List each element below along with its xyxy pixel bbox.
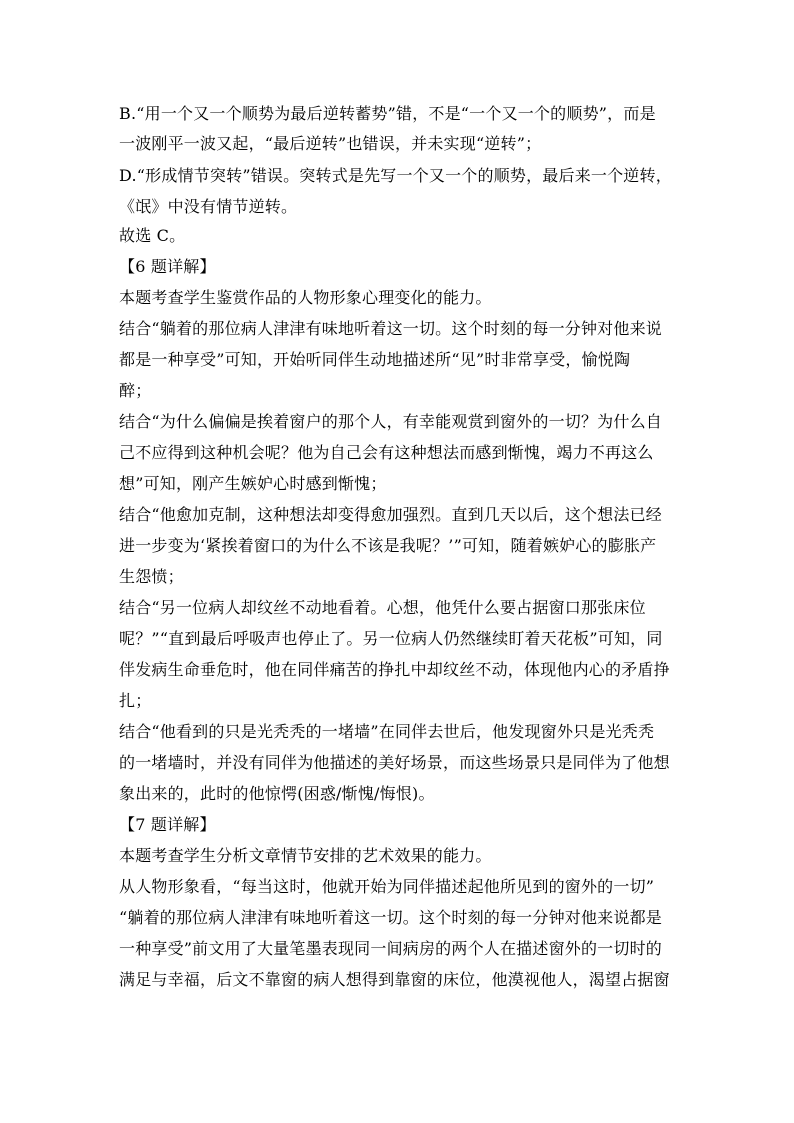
text-line: 满足与幸福，后文不靠窗的病人想得到靠窗的床位，他漠视他人，渴望占据窗	[119, 970, 670, 989]
text-line: 一种享受”前文用了大量笔墨表现同一间病房的两个人在描述窗外的一切时的	[119, 939, 662, 958]
text-line: 象出来的，此时的他惊愕(困惑/惭愧/悔恨)。	[119, 784, 435, 803]
text-line: 一波刚平一波又起，“最后逆转”也错误，并未实现“逆转”；	[119, 134, 542, 153]
text-line: “躺着的那位病人津津有味地听着这一切。这个时刻的每一分钟对他来说都是	[119, 908, 662, 927]
text-line: 结合“另一位病人却纹丝不动地看着。心想，他凭什么要占据窗口那张床位	[119, 598, 646, 617]
text-line: 结合“他看到的只是光秃秃的一堵墙”在同伴去世后，他发现窗外只是光秃秃	[119, 722, 655, 741]
text-line: D.“形成情节突转”错误。突转式是先写一个又一个的顺势，最后来一个逆转，	[119, 166, 672, 185]
text-line: 结合“为什么偏偏是挨着窗户的那个人，有幸能观赏到窗外的一切？为什么自	[119, 412, 662, 431]
text-line: 本题考查学生分析文章情节安排的艺术效果的能力。	[119, 846, 492, 865]
text-line: 结合“他愈加克制，这种想法却变得愈加强烈。直到几天以后，这个想法已经	[119, 505, 662, 524]
text-line: 从人物形象看，“每当这时，他就开始为同伴描述起他所见到的窗外的一切”	[119, 877, 655, 896]
text-line: 己不应得到这种机会呢？他为自己会有这种想法而感到惭愧，竭力不再这么	[119, 443, 654, 462]
text-line: 的一堵墙时，并没有同伴为他描述的美好场景，而这些场景只是同伴为了他想	[119, 753, 670, 772]
text-line: 醉；	[119, 381, 152, 400]
text-line: 呢？”“直到最后呼吸声也停止了。另一位病人仍然继续盯着天花板”可知，同	[119, 629, 663, 648]
text-line: 想”可知，刚产生嫉妒心时感到惭愧；	[119, 474, 387, 493]
text-line: B.“用一个又一个顺势为最后逆转蓄势”错，不是“一个又一个的顺势”，而是	[119, 104, 656, 123]
text-line: 《氓》中没有情节逆转。	[119, 197, 298, 216]
section-heading: 【7 题详解】	[119, 815, 216, 834]
text-line: 都是一种享受”可知，开始听同伴生动地描述所“见”时非常享受，愉悦陶	[119, 350, 631, 369]
text-line: 扎；	[119, 691, 152, 710]
text-line: 进一步变为‘紧挨着窗口的为什么不该是我呢？’”可知，随着嫉妒心的膨胀产	[119, 536, 657, 555]
text-line: 结合“躺着的那位病人津津有味地听着这一切。这个时刻的每一分钟对他来说	[119, 319, 662, 338]
text-line: 生怨愤；	[119, 567, 184, 586]
text-line: 本题考查学生鉴赏作品的人物形象心理变化的能力。	[119, 288, 492, 307]
text-line: 伴发病生命垂危时，他在同伴痛苦的挣扎中却纹丝不动，体现他内心的矛盾挣	[119, 660, 670, 679]
text-line: 故选 C。	[119, 226, 186, 245]
section-heading: 【6 题详解】	[119, 257, 216, 276]
